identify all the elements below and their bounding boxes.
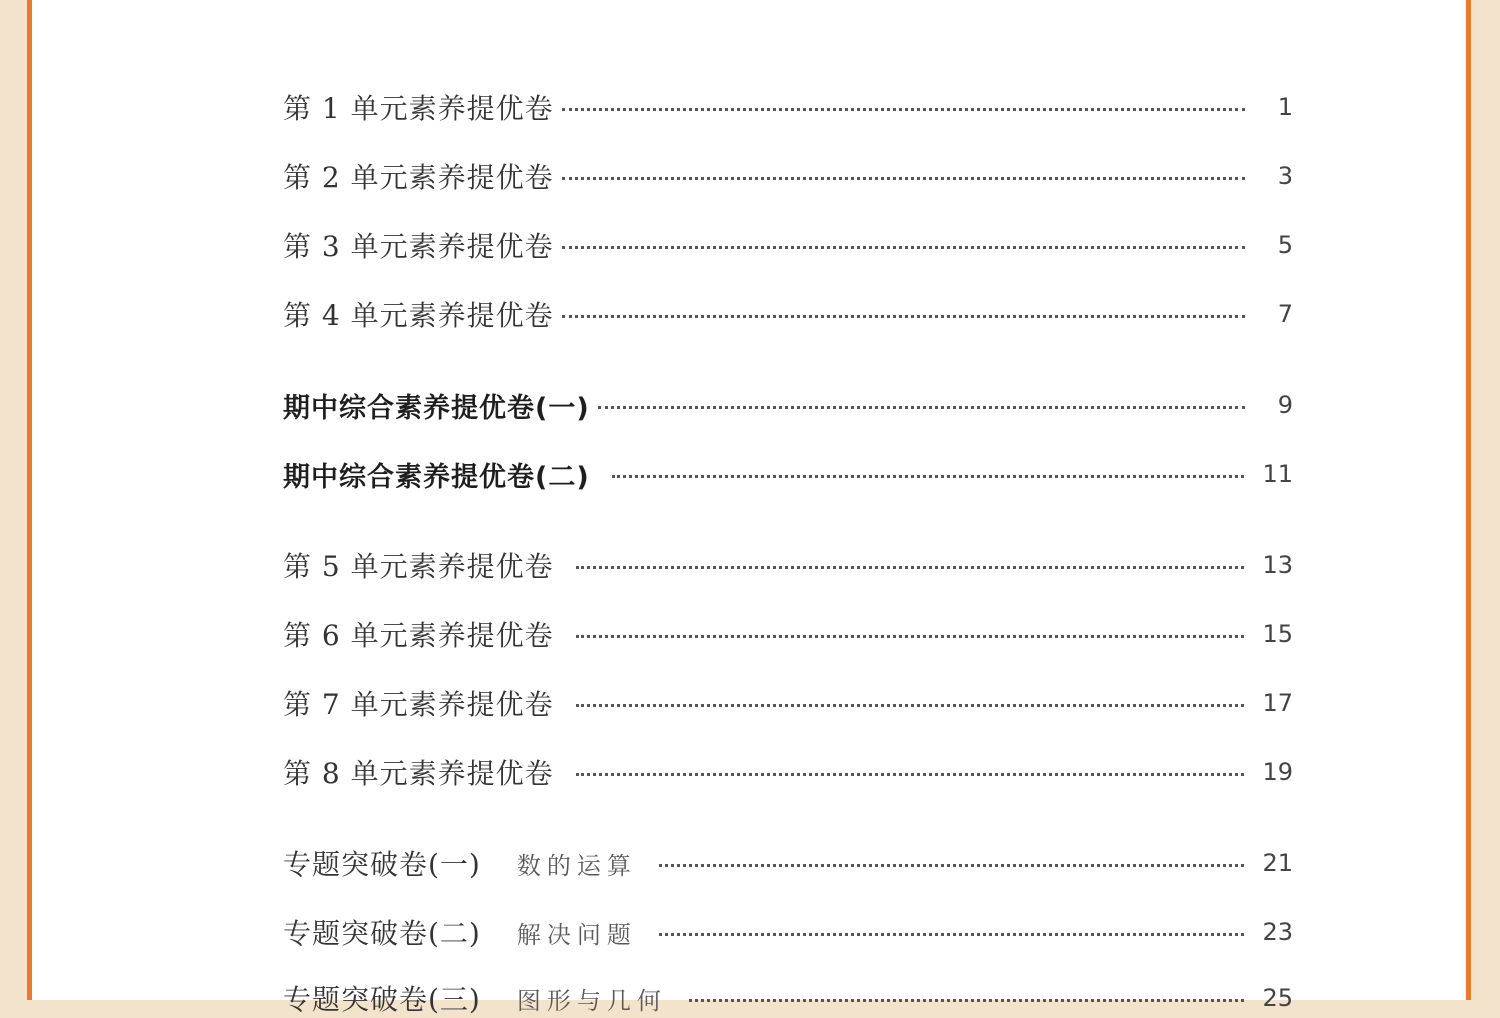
dot-leader — [562, 315, 1245, 318]
toc-entry-unit-2[interactable] — [283, 156, 1293, 196]
dot-leader — [576, 566, 1245, 569]
toc-entry-unit-3[interactable] — [283, 225, 1293, 265]
toc-entry-page: 13 — [1262, 551, 1293, 579]
toc-entry-subtitle: 解决问题 — [516, 920, 637, 949]
toc-entry-title: 期中综合素养提优卷(二) — [283, 461, 590, 493]
toc-entry-title: 第 5 单元素养提优卷 — [283, 550, 554, 583]
toc-entry-subtitle: 数的运算 — [516, 851, 637, 880]
table-of-contents — [32, 0, 1466, 1016]
toc-entry-midterm-2[interactable] — [283, 454, 1293, 494]
toc-entry-page: 17 — [1262, 689, 1293, 717]
dot-leader — [562, 177, 1245, 180]
dot-leader — [576, 635, 1245, 638]
dot-leader — [576, 704, 1245, 707]
dot-leader — [689, 999, 1245, 1002]
toc-entry-page: 11 — [1262, 460, 1293, 488]
toc-entry-page: 23 — [1262, 918, 1293, 946]
toc-entry-title: 第 1 单元素养提优卷 — [283, 92, 554, 125]
dot-leader — [562, 246, 1245, 249]
dot-leader — [612, 475, 1245, 478]
toc-entry-page: 9 — [1277, 391, 1293, 419]
toc-entry-unit-5[interactable] — [283, 545, 1293, 585]
toc-entry-title: 第 6 单元素养提优卷 — [283, 619, 554, 652]
toc-entry-title: 专题突破卷(二) — [283, 917, 481, 950]
toc-entry-title: 专题突破卷(一) — [283, 848, 481, 881]
toc-entry-topic-2[interactable] — [283, 912, 1293, 952]
dot-leader — [659, 864, 1245, 867]
toc-entry-unit-8[interactable] — [283, 752, 1293, 792]
toc-entry-page: 7 — [1277, 300, 1293, 328]
toc-entry-page: 1 — [1277, 93, 1293, 121]
toc-entry-title: 第 8 单元素养提优卷 — [283, 757, 554, 790]
toc-entry-subtitle: 图形与几何 — [516, 986, 667, 1015]
document-page — [27, 0, 1471, 1016]
toc-entry-title: 专题突破卷(三) — [283, 983, 481, 1016]
toc-entry-page: 5 — [1277, 231, 1293, 259]
toc-entry-page: 19 — [1262, 758, 1293, 786]
toc-entry-page: 25 — [1262, 984, 1293, 1012]
toc-entry-unit-6[interactable] — [283, 614, 1293, 654]
dot-leader — [562, 108, 1245, 111]
dot-leader — [598, 406, 1245, 409]
toc-entry-unit-1[interactable] — [283, 87, 1293, 127]
toc-entry-title: 期中综合素养提优卷(一) — [283, 392, 590, 424]
toc-entry-page: 15 — [1262, 620, 1293, 648]
toc-entry-topic-1[interactable] — [283, 843, 1293, 883]
toc-entry-unit-7[interactable] — [283, 683, 1293, 723]
toc-entry-midterm-1[interactable] — [283, 385, 1293, 425]
toc-entry-page: 3 — [1277, 162, 1293, 190]
toc-entry-title: 第 3 单元素养提优卷 — [283, 230, 554, 263]
toc-entry-unit-4[interactable] — [283, 294, 1293, 334]
toc-entry-page: 21 — [1262, 849, 1293, 877]
toc-entry-title: 第 7 单元素养提优卷 — [283, 688, 554, 721]
dot-leader — [576, 773, 1245, 776]
toc-entry-topic-3[interactable] — [283, 978, 1293, 1018]
dot-leader — [659, 933, 1245, 936]
toc-entry-title: 第 2 单元素养提优卷 — [283, 161, 554, 194]
toc-entry-title: 第 4 单元素养提优卷 — [283, 299, 554, 332]
